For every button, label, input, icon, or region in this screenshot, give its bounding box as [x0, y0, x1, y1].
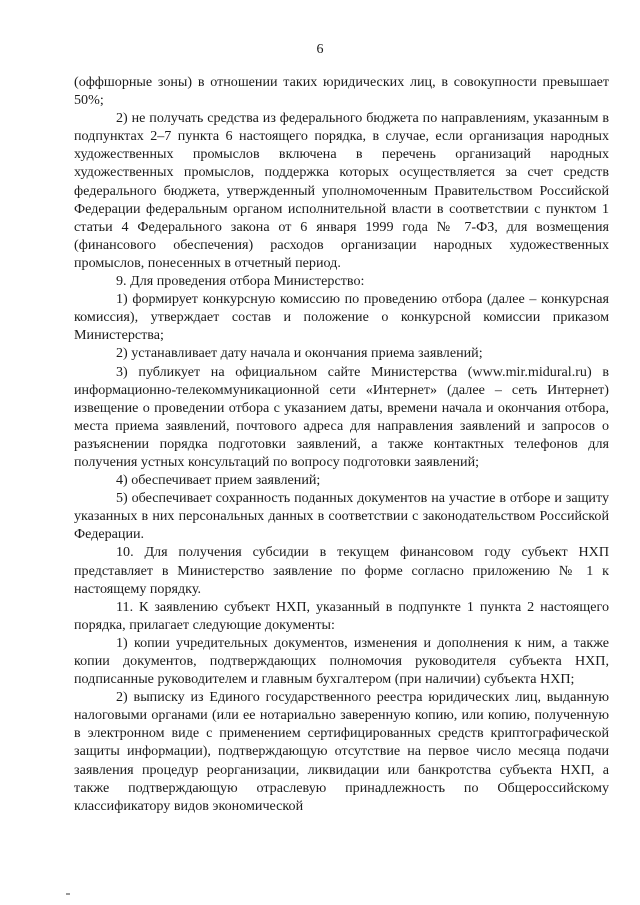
paragraph: (оффшорные зоны) в отношении таких юридических лиц, в совокупности превышает 50%; — [74, 74, 609, 109]
paragraph: 5) обеспечивает сохранность поданных документов на участие в отборе и защиту указанных в них персональных данных в соответствии с законодательством Российской Федерации. — [74, 490, 609, 543]
paragraph: 1) формирует конкурсную комиссию по проведению отбора (далее – конкурсная комиссия), утверждает состав и положение о конкурсной комиссии приказом Министерства; — [74, 291, 609, 344]
paragraph: 9. Для проведения отбора Министерство: — [116, 273, 365, 290]
paragraph: 3) публикует на официальном сайте Министерства (www.mir.midural.ru) в информационно-телекоммуникационной сети «Интернет» (далее – сеть Интернет) извещение о проведении отбора с указанием даты, времени начала и окончания отбора, места приема заявлений, почтового адреса для направления заявлений и запросов о разъяснении порядка подготовки заявлений, а также контактных телефонов для получения устных консультаций по вопросу подготовки заявлений; — [74, 363, 609, 470]
document-body — [74, 73, 609, 815]
paragraph: 4) обеспечивает прием заявлений; — [116, 472, 321, 489]
scan-mark — [66, 893, 70, 895]
paragraph: 2) устанавливает дату начала и окончания приема заявлений; — [116, 345, 483, 362]
paragraph: 1) копии учредительных документов, изменения и дополнения к ним, а также копии документов, подтверждающих полномочия руководителя субъекта НХП, подписанные руководителем и главным бухгалтером (при наличии) субъекта НХП; — [74, 634, 609, 688]
paragraph: 11. К заявлению субъект НХП, указанный в подпункте 1 пункта 2 настоящего порядка, прилагает следующие документы: — [74, 598, 609, 633]
paragraph: 10. Для получения субсидии в текущем финансовом году субъект НХП представляет в Министерство заявление по форме согласно приложению № 1 к настоящему порядку. — [74, 544, 609, 597]
paragraph: 2) не получать средства из федерального бюджета по направлениям, указанным в подпунктах 2–7 пункта 6 настоящего порядка, в случае, если организация народных художественных промыслов включена в перечень организаций народных художественных промыслов, поддержка которых осуществляется за счет средств федерального бюджета, утвержденный уполномоченным Правительством Российской Федерации федеральным органом исполнительной власти в соответствии с пунктом 1 статьи 4 Федерального закона от 6 января 1999 года № 7-ФЗ, для возмещения (финансового обеспечения) расходов организации народных художественных промыслов, понесенных в отчетный период. — [74, 110, 609, 271]
page-number: 6 — [316, 42, 324, 57]
paragraph: 2) выписку из Единого государственного реестра юридических лиц, выданную налоговыми органами (или ее нотариально заверенную копию, или копию, полученную в электронном виде с применением сертифицированных средств криптографической защиты информации), подтверждающую отсутствие на первое число месяца подачи заявления процедур реорганизации, ликвидации или банкротства субъекта НХП, а также подтверждающую отраслевую принадлежность по Общероссийскому классификатору видов экономической — [74, 689, 609, 814]
